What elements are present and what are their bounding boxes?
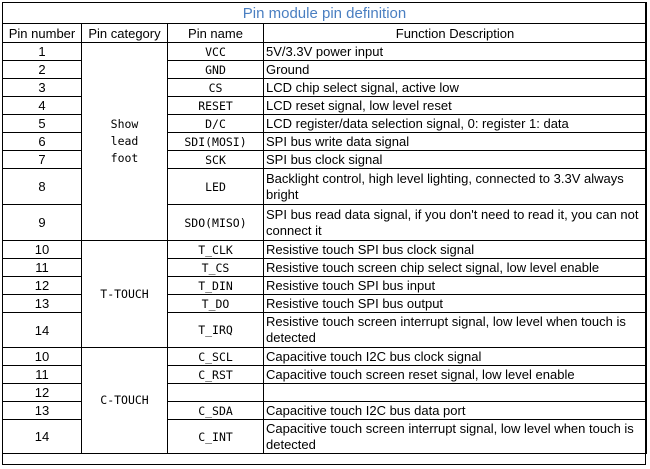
function-description-cell: LCD register/data selection signal, 0: register 1: data bbox=[264, 115, 647, 133]
function-description-cell: Ground bbox=[264, 61, 647, 79]
function-description-cell bbox=[264, 384, 647, 402]
category-text: foot bbox=[110, 151, 139, 165]
function-description-cell: LCD reset signal, low level reset bbox=[264, 97, 647, 115]
category-text: lead bbox=[110, 134, 139, 148]
pin-number-cell: 11 bbox=[3, 259, 82, 277]
header-pin-category: Pin category bbox=[82, 24, 168, 43]
pin-number-cell: 12 bbox=[3, 277, 82, 295]
function-description-cell: 5V/3.3V power input bbox=[264, 43, 647, 61]
pin-name-cell: C_INT bbox=[168, 420, 264, 454]
pin-name-cell: SCK bbox=[168, 151, 264, 169]
pin-number-cell: 8 bbox=[3, 169, 82, 205]
function-description-cell: LCD chip select signal, active low bbox=[264, 79, 647, 97]
pin-number-cell: 5 bbox=[3, 115, 82, 133]
function-description-cell: SPI bus read data signal, if you don't need to read it, you can not connect it bbox=[264, 205, 647, 241]
function-description-cell: Capacitive touch screen interrupt signal, low level when touch is detected bbox=[264, 420, 647, 454]
pin-number-cell: 7 bbox=[3, 151, 82, 169]
pin-name-cell: RESET bbox=[168, 97, 264, 115]
pin-name-cell: C_SDA bbox=[168, 402, 264, 420]
pin-name-cell: T_DO bbox=[168, 295, 264, 313]
category-text: T-TOUCH bbox=[100, 286, 149, 301]
pin-name-cell: T_IRQ bbox=[168, 313, 264, 348]
pin-category-cell bbox=[82, 241, 168, 348]
pin-number-cell: 10 bbox=[3, 241, 82, 259]
function-description-cell: Resistive touch SPI bus input bbox=[264, 277, 647, 295]
function-description-cell: SPI bus write data signal bbox=[264, 133, 647, 151]
header-row bbox=[3, 24, 647, 43]
function-description-cell: Backlight control, high level lighting, connected to 3.3V always bright bbox=[264, 169, 647, 205]
header-pin-number: Pin number bbox=[3, 24, 82, 43]
table-row bbox=[3, 43, 647, 61]
table-row bbox=[3, 241, 647, 259]
pin-name-cell: CS bbox=[168, 79, 264, 97]
pin-number-cell: 14 bbox=[3, 420, 82, 454]
function-description-cell: Capacitive touch I2C bus clock signal bbox=[264, 348, 647, 366]
pin-name-cell: D/C bbox=[168, 115, 264, 133]
pin-category-cell bbox=[82, 348, 168, 454]
pin-number-cell: 11 bbox=[3, 366, 82, 384]
title-row bbox=[3, 3, 647, 24]
function-description-cell: Capacitive touch I2C bus data port bbox=[264, 402, 647, 420]
pin-name-cell: C_SCL bbox=[168, 348, 264, 366]
pin-name-cell: T_CS bbox=[168, 259, 264, 277]
pin-number-cell: 1 bbox=[3, 43, 82, 61]
pin-name-cell: VCC bbox=[168, 43, 264, 61]
pin-number-cell: 14 bbox=[3, 313, 82, 348]
pin-number-cell: 10 bbox=[3, 348, 82, 366]
pin-name-cell: LED bbox=[168, 169, 264, 205]
header-pin-name: Pin name bbox=[168, 24, 264, 43]
pin-number-cell: 9 bbox=[3, 205, 82, 241]
pin-number-cell: 4 bbox=[3, 97, 82, 115]
pin-name-cell: SDO(MISO) bbox=[168, 205, 264, 241]
pin-name-cell: GND bbox=[168, 61, 264, 79]
pin-name-cell bbox=[168, 384, 264, 402]
pin-number-cell: 13 bbox=[3, 402, 82, 420]
function-description-cell: Resistive touch SPI bus clock signal bbox=[264, 241, 647, 259]
pin-name-cell: T_CLK bbox=[168, 241, 264, 259]
pin-number-cell: 2 bbox=[3, 61, 82, 79]
pin-number-cell: 12 bbox=[3, 384, 82, 402]
table-title: Pin module pin definition bbox=[3, 3, 647, 24]
function-description-cell: Capacitive touch screen reset signal, low level enable bbox=[264, 366, 647, 384]
pin-category-cell bbox=[82, 43, 168, 241]
function-description-cell: Resistive touch SPI bus output bbox=[264, 295, 647, 313]
pin-name-cell: SDI(MOSI) bbox=[168, 133, 264, 151]
category-text: C-TOUCH bbox=[100, 393, 149, 407]
function-description-cell: Resistive touch screen chip select signal, low level enable bbox=[264, 259, 647, 277]
pin-name-cell: C_RST bbox=[168, 366, 264, 384]
header-function-description: Function Description bbox=[264, 24, 647, 43]
pin-definition-table bbox=[2, 2, 647, 454]
function-description-cell: Resistive touch screen interrupt signal, low level when touch is detected bbox=[264, 313, 647, 348]
pin-name-cell: T_DIN bbox=[168, 277, 264, 295]
category-text: Show bbox=[110, 117, 139, 131]
pin-number-cell: 13 bbox=[3, 295, 82, 313]
function-description-cell: SPI bus clock signal bbox=[264, 151, 647, 169]
pin-number-cell: 3 bbox=[3, 79, 82, 97]
pin-number-cell: 6 bbox=[3, 133, 82, 151]
table-row bbox=[3, 348, 647, 366]
